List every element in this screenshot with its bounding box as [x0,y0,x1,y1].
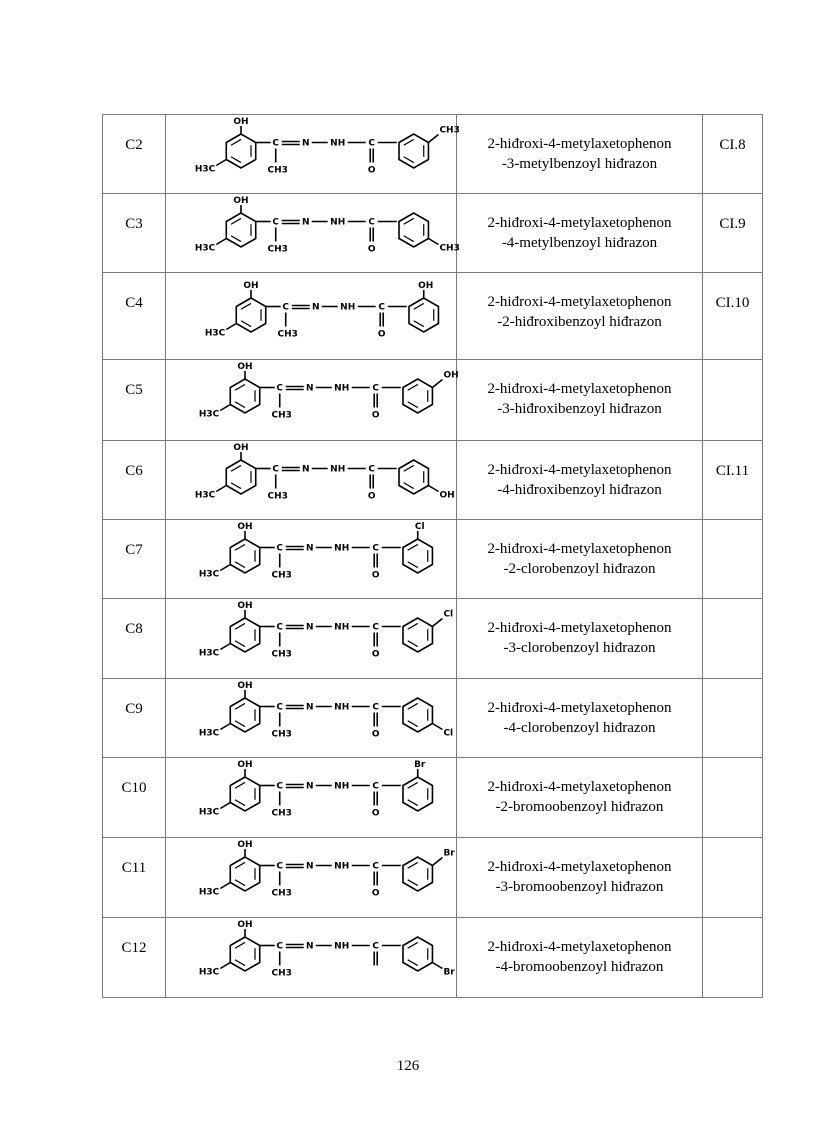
substituent-label: Br [414,760,426,770]
benzoyl-ring-double-bond [408,384,418,390]
methyl-bond [220,644,230,650]
phenol-ring-double-bond [231,157,241,163]
structure-cell [166,918,457,998]
compound-row [103,918,763,998]
n-label: N [305,383,314,394]
substituent-bond [428,135,438,143]
phenol-ring-double-bond [235,880,245,886]
reference-cell [703,599,763,679]
compound-name-line2: -2-bromoobenzoyl hiđrazon [495,799,664,815]
structure-diagram [166,838,456,917]
h3c-label: H3C [198,728,220,739]
reference-code: CI.9 [719,216,746,232]
c-imine-label: C [282,302,290,313]
reference-code [703,599,762,619]
substituent-bond [428,486,438,492]
compound-name [457,918,702,977]
reference-cell [703,918,763,998]
compound-code-cell [103,679,166,758]
molecule [199,840,455,899]
compound-name-line2: -4-clorobenzoyl hiđrazon [503,720,656,736]
h3c-label: H3C [194,243,216,254]
benzoyl-ring-double-bond [404,236,414,242]
compound-name-line1: 2-hiđroxi-4-metylaxetophenon [487,136,672,152]
structure-cell [166,599,457,679]
c-imine-label: C [276,702,284,713]
c-carbonyl-label: C [368,138,376,149]
benzoyl-ring-double-bond [408,544,418,550]
molecule [195,196,460,255]
o-label: O [371,649,380,660]
c-carbonyl-label: C [372,383,380,394]
benzoyl-ring-double-bond [408,623,418,629]
n-label: N [311,302,320,313]
compound-name-cell [457,360,703,441]
phenol-ring-double-bond [235,562,245,568]
phenol-ring-double-bond [235,721,245,727]
benzoyl-ring-double-bond [408,800,418,806]
substituent-label: OH [443,370,459,381]
benzoyl-ring-double-bond [408,960,418,966]
reference-cell [703,520,763,599]
compound-row [103,758,763,838]
compound-code: C3 [125,216,143,232]
c-imine-label: C [276,383,284,394]
oh-label: OH [233,443,249,453]
substituent-label: Cl [414,522,425,532]
substituent-label: CH3 [439,125,460,136]
methyl-bond [216,239,226,245]
compound-name-cell [457,115,703,194]
phenol-ring-double-bond [235,800,245,806]
c-carbonyl-label: C [378,302,386,313]
methyl-bond [220,883,230,889]
c-imine-label: C [276,861,284,872]
molecule [195,443,455,502]
substituent-bond [432,724,442,730]
compound-name-line1: 2-hiđroxi-4-metylaxetophenon [487,779,672,795]
benzoyl-ring-double-bond [414,303,424,309]
structure-cell [166,441,457,520]
phenol-ring-double-bond [231,218,241,224]
phenol-ring-double-bond [235,384,245,390]
benzoyl-ring-double-bond [408,641,418,647]
compound-name-line2: -3-bromoobenzoyl hiđrazon [495,879,664,895]
ch3-label: CH3 [267,491,288,502]
reference-code: CI.8 [719,137,746,153]
reference-cell [703,115,763,194]
compound-table-body [103,115,763,998]
methyl-bond [220,803,230,809]
methyl-bond [220,405,230,411]
structure-cell [166,360,457,441]
c-imine-label: C [272,138,280,149]
compound-name-line2: -3-metylbenzoyl hiđrazon [501,156,658,172]
oh-label: OH [237,601,253,611]
ch3-label: CH3 [271,968,292,979]
substituent-bond [432,619,442,627]
oh-label: OH [237,522,253,532]
compound-name-cell [457,441,703,520]
oh-label: OH [237,840,253,850]
molecule [199,362,459,421]
compound-code-cell [103,194,166,273]
reference-cell [703,273,763,360]
benzoyl-ring-double-bond [404,139,414,145]
compound-name-line1: 2-hiđroxi-4-metylaxetophenon [487,381,672,397]
compound-name-line2: -4-hiđroxibenzoyl hiđrazon [497,482,662,498]
compound-name-line1: 2-hiđroxi-4-metylaxetophenon [487,215,672,231]
molecule [199,522,433,581]
compound-code: C4 [125,295,143,311]
compound-code-cell [103,838,166,918]
oh-label: OH [237,920,253,930]
c-carbonyl-label: C [372,543,380,554]
compound-name-cell [457,838,703,918]
reference-cell [703,360,763,441]
compound-row [103,679,763,758]
compound-name [457,679,702,738]
oh-label: OH [233,196,249,206]
compound-code-cell [103,918,166,998]
ch3-label: CH3 [267,165,288,176]
phenol-ring-double-bond [231,139,241,145]
structure-diagram [166,194,460,272]
ch3-label: CH3 [271,570,292,581]
compound-row [103,115,763,194]
compound-code-cell [103,758,166,838]
compound-name-line1: 2-hiđroxi-4-metylaxetophenon [487,294,672,310]
compound-name-line2: -3-hiđroxibenzoyl hiđrazon [497,401,662,417]
n-label: N [305,941,314,952]
compound-name-cell [457,679,703,758]
o-label: O [367,491,376,502]
ch3-label: CH3 [271,729,292,740]
n-label: N [305,622,314,633]
reference-code [703,918,762,938]
phenol-ring-double-bond [235,623,245,629]
phenol-ring-double-bond [235,402,245,408]
structure-diagram [166,273,456,359]
compound-code: C5 [125,382,143,398]
compound-code-cell [103,599,166,679]
h3c-label: H3C [198,807,220,818]
nh-label: NH [334,702,350,713]
o-label: O [371,808,380,819]
benzoyl-ring-double-bond [408,880,418,886]
compound-name [457,273,702,332]
benzoyl-ring-double-bond [404,483,414,489]
ch3-label: CH3 [267,244,288,255]
structure-cell [166,115,460,194]
nh-label: NH [340,302,356,313]
compound-code: C10 [121,780,147,796]
compound-code-cell [103,520,166,599]
substituent-label: OH [439,490,455,501]
oh-label: OH [243,281,259,291]
c-carbonyl-label: C [372,941,380,952]
c-carbonyl-label: C [372,702,380,713]
phenol-ring-double-bond [231,236,241,242]
compound-code: C8 [125,621,143,637]
reference-cell [703,441,763,520]
structure-diagram [166,918,456,997]
substituent-bond [432,858,442,866]
compound-row [103,194,763,273]
o-label: O [371,570,380,581]
phenol-ring-double-bond [241,303,251,309]
reference-cell [703,838,763,918]
phenol-ring-double-bond [235,641,245,647]
phenol-ring-double-bond [235,703,245,709]
compound-name-line1: 2-hiđroxi-4-metylaxetophenon [487,700,672,716]
benzoyl-ring-double-bond [408,942,418,948]
h3c-label: H3C [194,490,216,501]
reference-code [703,758,762,778]
oh-label: OH [237,362,253,372]
methyl-bond [226,324,236,330]
ch3-label: CH3 [271,888,292,899]
substituent-label: Br [443,967,455,978]
o-label: O [371,729,380,740]
nh-label: NH [334,543,350,554]
compound-name-line2: -3-clorobenzoyl hiđrazon [503,640,656,656]
benzoyl-ring-double-bond [404,157,414,163]
methyl-bond [220,724,230,730]
page-number: 126 [396,1058,420,1074]
benzoyl-ring-double-bond [408,862,418,868]
structure-diagram [166,599,456,678]
methyl-bond [216,486,226,492]
oh-label: OH [233,117,249,127]
c-carbonyl-label: C [372,781,380,792]
reference-code [703,838,762,858]
molecule [199,920,455,979]
nh-label: NH [334,781,350,792]
structure-diagram [166,441,456,519]
substituent-label: Cl [443,728,454,739]
compound-name-cell [457,194,703,273]
structure-diagram [166,520,456,598]
compound-name-cell [457,918,703,998]
substituent-label: Cl [443,609,454,620]
n-label: N [301,138,310,149]
c-imine-label: C [276,781,284,792]
phenol-ring-double-bond [235,782,245,788]
h3c-label: H3C [204,328,226,339]
compound-name-line1: 2-hiđroxi-4-metylaxetophenon [487,939,672,955]
molecule [199,601,453,660]
compound-code: C6 [125,463,143,479]
phenol-ring-double-bond [235,942,245,948]
compound-name-cell [457,273,703,360]
ch3-label: CH3 [271,410,292,421]
phenol-ring-double-bond [231,483,241,489]
n-label: N [305,861,314,872]
o-label: O [377,329,386,340]
reference-code [703,520,762,540]
compound-name-line1: 2-hiđroxi-4-metylaxetophenon [487,859,672,875]
nh-label: NH [330,217,346,228]
compound-code: C2 [125,137,143,153]
o-label: O [371,888,380,899]
reference-cell [703,758,763,838]
structure-cell [166,273,457,360]
compound-code-cell [103,441,166,520]
ch3-label: CH3 [271,649,292,660]
c-imine-label: C [272,464,280,475]
compound-code: C11 [121,860,147,876]
substituent-bond [428,239,438,245]
n-label: N [305,543,314,554]
structure-diagram [166,115,460,193]
reference-code [703,679,762,699]
compound-name-line1: 2-hiđroxi-4-metylaxetophenon [487,541,672,557]
molecule [195,117,460,176]
c-carbonyl-label: C [372,622,380,633]
structure-cell [166,679,457,758]
nh-label: NH [330,464,346,475]
c-carbonyl-label: C [372,861,380,872]
compound-name [457,115,702,174]
o-label: O [367,244,376,255]
h3c-label: H3C [198,887,220,898]
phenol-ring-double-bond [231,465,241,471]
benzoyl-ring-double-bond [408,721,418,727]
phenol-ring-double-bond [235,544,245,550]
structure-diagram [166,679,456,757]
substituent-bond [432,963,442,969]
compound-code-cell [103,115,166,194]
h3c-label: H3C [194,164,216,175]
benzoyl-ring-double-bond [408,703,418,709]
phenol-ring-double-bond [235,960,245,966]
molecule [199,681,453,740]
structure-cell [166,838,457,918]
h3c-label: H3C [198,967,220,978]
n-label: N [305,781,314,792]
methyl-bond [220,963,230,969]
compound-name [457,360,702,419]
compound-name-cell [457,758,703,838]
substituent-bond [432,380,442,388]
reference-cell [703,194,763,273]
n-label: N [301,217,310,228]
compound-name-line1: 2-hiđroxi-4-metylaxetophenon [487,462,672,478]
compound-name [457,441,702,500]
nh-label: NH [330,138,346,149]
reference-code [703,360,762,380]
compound-name-line2: -2-clorobenzoyl hiđrazon [503,561,656,577]
compound-name [457,599,702,658]
benzoyl-ring-double-bond [408,562,418,568]
compound-name-line2: -4-metylbenzoyl hiđrazon [501,235,658,251]
compound-name-line1: 2-hiđroxi-4-metylaxetophenon [487,620,672,636]
benzoyl-ring-double-bond [414,321,424,327]
structure-cell [166,758,457,838]
h3c-label: H3C [198,569,220,580]
benzoyl-ring-double-bond [404,465,414,471]
compound-row [103,599,763,679]
o-label: O [371,410,380,421]
compound-code-cell [103,360,166,441]
c-imine-label: C [276,941,284,952]
nh-label: NH [334,383,350,394]
ch3-label: CH3 [271,808,292,819]
c-imine-label: C [276,543,284,554]
substituent-label: Br [443,848,455,859]
compound-name [457,194,702,253]
reference-code: CI.11 [715,463,750,479]
compound-name-cell [457,520,703,599]
compound-name [457,838,702,897]
compound-table [102,114,763,998]
c-carbonyl-label: C [368,464,376,475]
nh-label: NH [334,622,350,633]
benzoyl-ring-double-bond [408,782,418,788]
nh-label: NH [334,941,350,952]
structure-diagram [166,360,459,440]
reference-code: CI.10 [715,295,750,311]
compound-row [103,838,763,918]
compound-row [103,520,763,599]
compound-name [457,758,702,817]
structure-cell [166,194,460,273]
h3c-label: H3C [198,409,220,420]
methyl-bond [220,565,230,571]
compound-name-line2: -2-hiđroxibenzoyl hiđrazon [497,314,662,330]
nh-label: NH [334,861,350,872]
c-imine-label: C [276,622,284,633]
benzoyl-ring-double-bond [404,218,414,224]
oh-label: OH [237,760,253,770]
h3c-label: H3C [198,648,220,659]
c-imine-label: C [272,217,280,228]
ch3-label: CH3 [277,329,298,340]
molecule [199,760,433,819]
compound-row [103,273,763,360]
n-label: N [305,702,314,713]
compound-code: C12 [121,940,147,956]
compound-code-cell [103,273,166,360]
compound-name-line2: -4-bromoobenzoyl hiđrazon [495,959,664,975]
reference-cell [703,679,763,758]
compound-row [103,441,763,520]
compound-code: C7 [125,542,143,558]
compound-name [457,520,702,579]
phenol-ring-double-bond [241,321,251,327]
molecule [205,281,439,340]
structure-cell [166,520,457,599]
methyl-bond [216,160,226,166]
substituent-label: OH [418,281,434,291]
substituent-label: CH3 [439,243,460,254]
compound-row [103,360,763,441]
c-carbonyl-label: C [368,217,376,228]
oh-label: OH [237,681,253,691]
compound-name-cell [457,599,703,679]
structure-diagram [166,758,456,837]
n-label: N [301,464,310,475]
phenol-ring-double-bond [235,862,245,868]
o-label: O [367,165,376,176]
compound-code: C9 [125,701,143,717]
benzoyl-ring-double-bond [408,402,418,408]
